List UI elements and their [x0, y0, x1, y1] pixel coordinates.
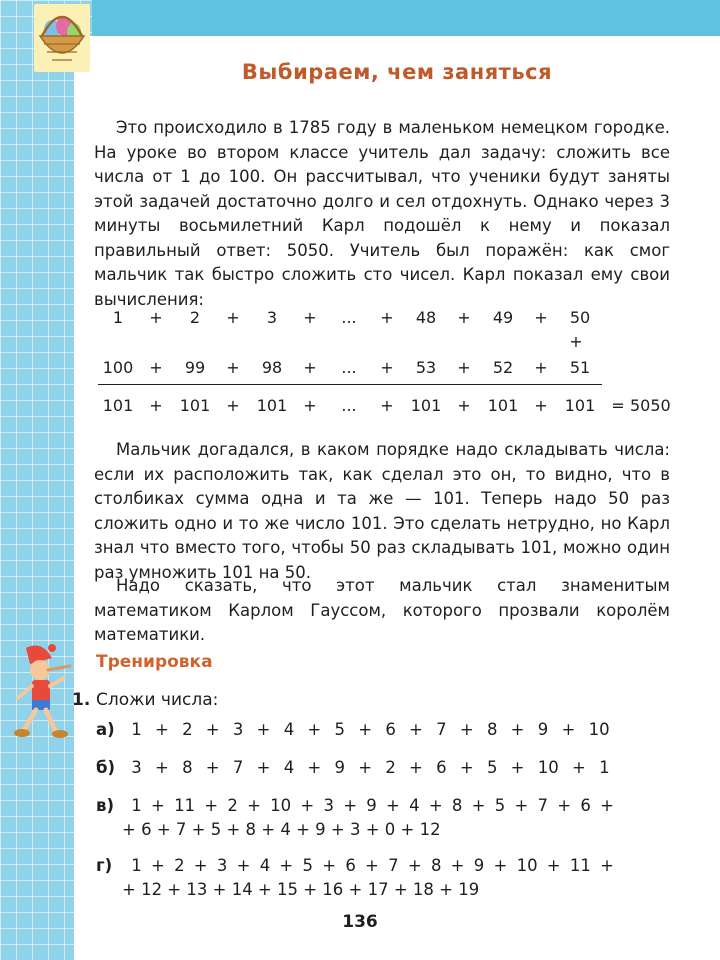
exercise-c [96, 796, 614, 815]
exercise-d [96, 856, 614, 875]
exercise-d-continued: + 12 + 13 + 14 + 15 + 16 + 17 + 18 + 19 [122, 880, 480, 899]
calc-row2-token: 98 [261, 358, 283, 377]
exercise-b [96, 758, 610, 777]
task-instruction: Сложи числа: [96, 690, 219, 710]
exercise-expression: 3 + 8 + 7 + 4 + 9 + 2 + 6 + 5 + 10 + 1 [131, 758, 610, 777]
calc-row3-token: + [457, 396, 471, 415]
calc-row1-token: + [534, 308, 548, 327]
calc-row3-token: 101 [487, 396, 519, 415]
calc-row3-token: = [611, 396, 625, 415]
pinocchio-illustration-icon [12, 640, 78, 744]
calc-row2-token: 52 [492, 358, 514, 377]
exercise-label: в) [96, 796, 114, 815]
calc-row3-token: ... [341, 396, 357, 415]
calc-row3-token: 101 [256, 396, 288, 415]
exercise-expression: 1 + 11 + 2 + 10 + 3 + 9 + 4 + 8 + 5 + 7 + 6 + [131, 796, 614, 815]
calc-row2-token: + [380, 358, 394, 377]
page-title: Выбираем, чем заняться [241, 60, 553, 84]
exercise-c-continued: + 6 + 7 + 5 + 8 + 4 + 9 + 3 + 0 + 12 [122, 820, 441, 839]
calc-row3-token: 101 [564, 396, 596, 415]
gauss-calculation [94, 300, 694, 430]
calc-row2-token: + [457, 358, 471, 377]
calc-row3-token: + [303, 396, 317, 415]
calc-row2-token: 51 [569, 358, 591, 377]
calc-row1-token: + [226, 308, 240, 327]
calc-row2-token: + [226, 358, 240, 377]
exercise-label: г) [96, 856, 113, 875]
calc-row1-token: 3 [266, 308, 278, 327]
calc-row2-token: + [534, 358, 548, 377]
calc-row3-token: 101 [102, 396, 134, 415]
calc-row2-token: ... [341, 358, 357, 377]
calc-row1-token: + [457, 308, 471, 327]
calc-row2-token: + [303, 358, 317, 377]
calc-row3-token: 101 [410, 396, 442, 415]
calc-row1-token: 49 [492, 308, 514, 327]
calc-row2-token: 99 [184, 358, 206, 377]
story-paragraph-2: Мальчик догадался, в каком порядке надо складывать числа: если их расположить так, как сделал это он, то видно, что в столбиках сумма одна и та же — 101. Теперь надо 50 раз сложить одно и то же число 101. Это сделать нетрудно, но Карл знал что вместо того, чтобы 50 раз складывать 101, можно один раз умножить 101 на 50. [94, 440, 670, 582]
exercise-label: б) [96, 758, 116, 777]
calc-row1-token: 2 [189, 308, 201, 327]
calc-row1-token: ... [341, 308, 357, 327]
calc-row3-token: + [226, 396, 240, 415]
exercise-a [96, 720, 610, 739]
calc-row3-token: + [534, 396, 548, 415]
calc-row1-token: 1 [112, 308, 124, 327]
calc-row2-token: 53 [415, 358, 437, 377]
calc-row1-token: + [149, 308, 163, 327]
calc-row3-token: + [149, 396, 163, 415]
exercise-expression: 1 + 2 + 3 + 4 + 5 + 6 + 7 + 8 + 9 + 10 [131, 720, 610, 739]
calc-row1-token: + [303, 308, 317, 327]
top-color-bar [0, 0, 720, 36]
calc-row1-token: 48 [415, 308, 437, 327]
story-paragraph-3: Надо сказать, что этот мальчик стал знаменитым математиком Карлом Гауссом, которого прозвали королём математики. [94, 576, 670, 644]
calc-sum-line [98, 384, 602, 385]
calc-row2-token: + [149, 358, 163, 377]
exercise-expression: 1 + 2 + 3 + 4 + 5 + 6 + 7 + 8 + 9 + 10 + 11 + [131, 856, 614, 875]
task-number: 1. [72, 690, 91, 710]
calc-row3-token: + [380, 396, 394, 415]
calc-row2-token: 100 [102, 358, 134, 377]
calc-row3-token: 101 [179, 396, 211, 415]
page-number: 136 [342, 912, 378, 932]
calc-row1-token: + [380, 308, 394, 327]
calc-row3-token: 5050 [630, 396, 671, 415]
exercise-label: а) [96, 720, 115, 739]
story-paragraph-1: Это происходило в 1785 году в маленьком немецком городке. На уроке во втором классе учитель дал задачу: сложить все числа от 1 до 100. Он рассчитывал, что ученики будут заняты этой задачей достаточно долго и сел отдохнуть. Однако через 3 минуты восьмилетний Карл подошёл к нему и показал правильный ответ: 5050. Учитель был поражён: как смог мальчик так быстро сложить сто чисел. Карл показал ему свои вычисления: [94, 118, 670, 309]
training-heading: Тренировка [96, 652, 213, 672]
calc-row1-token: 50 [569, 308, 591, 327]
calc-mid-plus: + [569, 332, 583, 351]
